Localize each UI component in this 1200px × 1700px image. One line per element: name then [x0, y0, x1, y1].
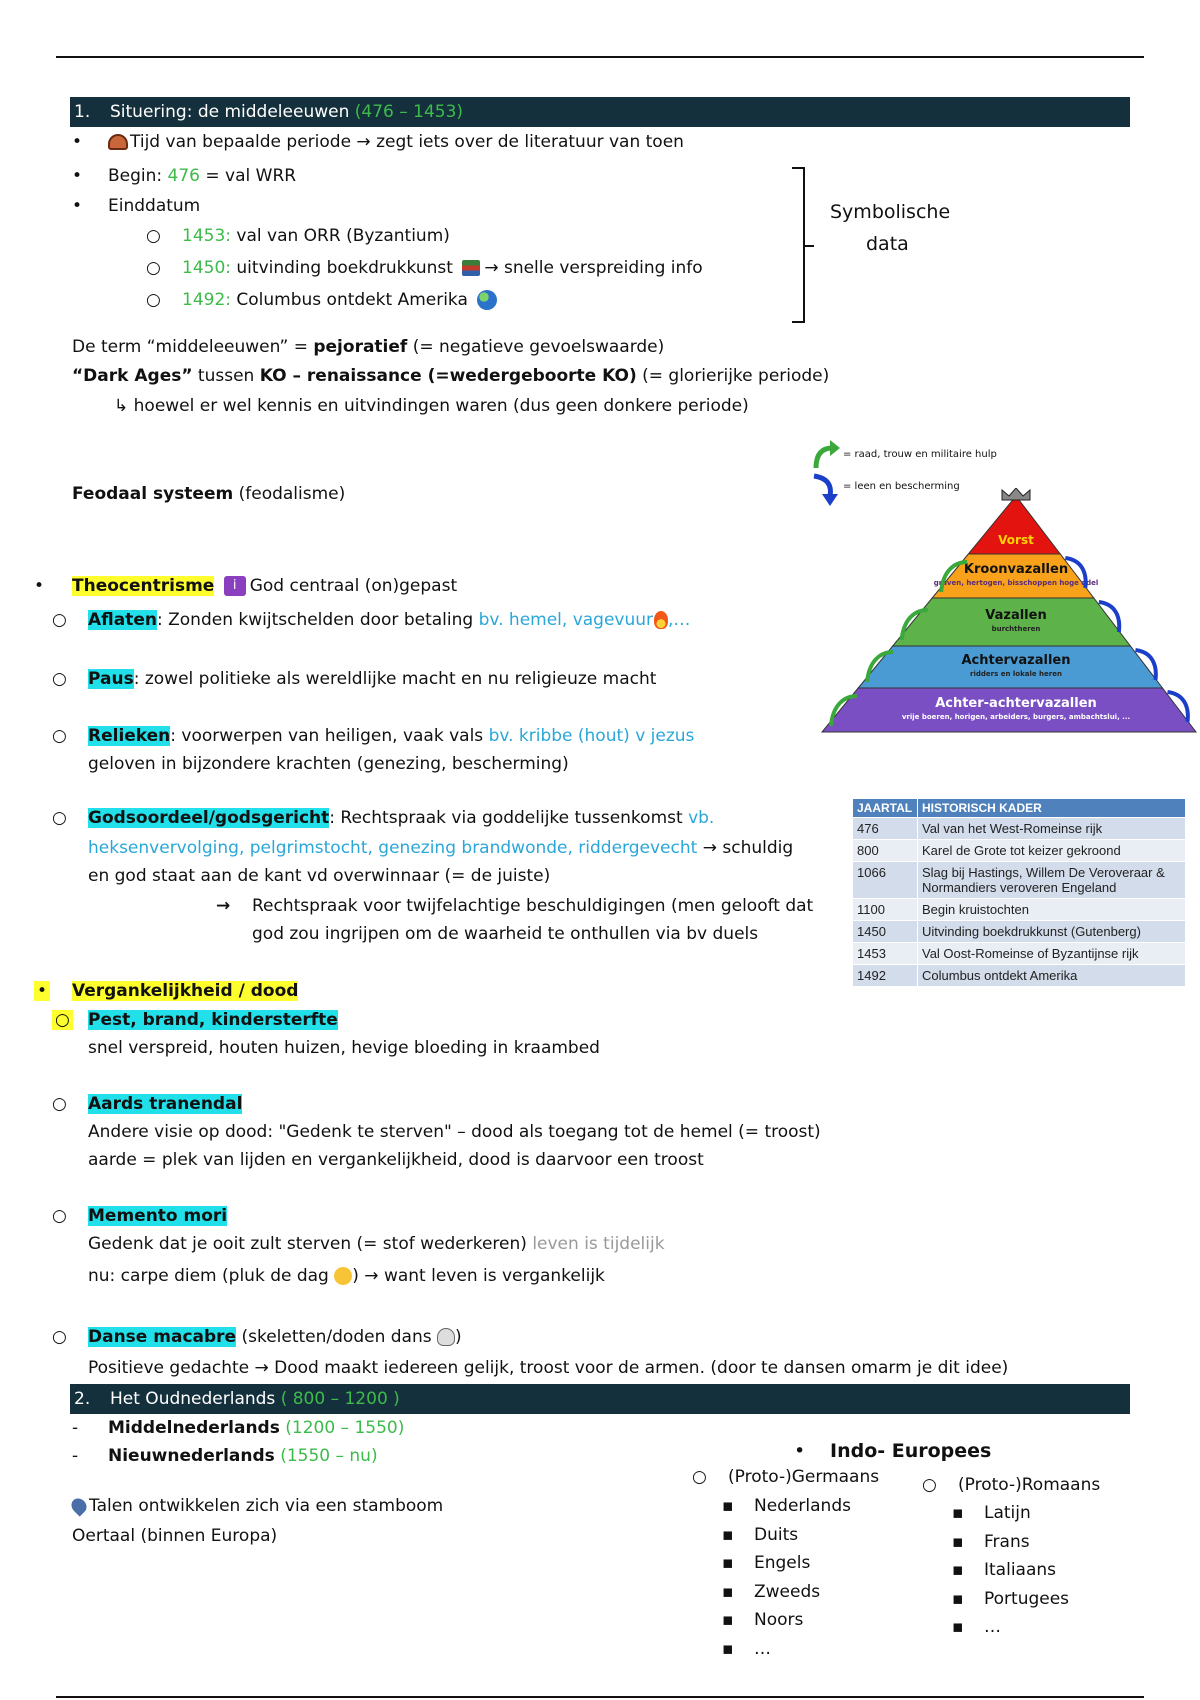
- jaartal-cell: 1453: [853, 943, 918, 965]
- memento-2: nu: carpe diem (pluk de dag ) → want leven is vergankelijk: [88, 1266, 605, 1286]
- bottom-rule: [56, 1696, 1144, 1698]
- table-row: [853, 899, 1186, 921]
- pyramid-sublabel: vrije boeren, horigen, arbeiders, burgers, ambachtslui, ...: [901, 713, 1131, 721]
- godsoordeel-3: en god staat aan de kant vd overwinnaar (= de juiste): [88, 866, 551, 886]
- section-number: 2.: [74, 1389, 91, 1409]
- section-number: 1.: [74, 102, 91, 122]
- pyramid-label: Vorst: [998, 533, 1034, 547]
- skull-icon: [437, 1328, 455, 1346]
- kader-cell: Columbus ontdekt Amerika: [918, 965, 1186, 987]
- oertaal: Oertaal (binnen Europa): [72, 1526, 278, 1546]
- aards-2: aarde = plek van lijden en vergankelijkheid, dood is daarvoor een troost: [88, 1150, 704, 1170]
- godsoordeel-2: heksenvervolging, pelgrimstocht, genezing brandwonde, riddergevecht → schuldig: [88, 838, 794, 858]
- col-jaartal: JAARTAL: [853, 799, 918, 818]
- section-title: Het Oudnederlands: [110, 1389, 276, 1409]
- green-arrow-icon: [810, 438, 840, 470]
- kader-cell: Karel de Grote tot keizer gekroond: [918, 840, 1186, 862]
- legend-up-text: = raad, trouw en militaire hulp: [843, 449, 997, 460]
- kader-cell: Slag bij Hastings, Willem De Veroveraar & Normandiers veroveren Engeland: [918, 862, 1186, 899]
- talen-stamboom: Talen ontwikkelen zich via een stamboom: [72, 1496, 443, 1516]
- col-kader: HISTORISCH KADER: [918, 799, 1186, 818]
- jaartal-cell: 800: [853, 840, 918, 862]
- crown-icon: [1002, 488, 1030, 500]
- section-1-header: [70, 97, 1130, 127]
- pin-icon: [68, 1495, 89, 1516]
- pyramid-sublabel: graven, hertogen, bisschoppen hoge adel: [933, 579, 1099, 587]
- pyramid-label: Kroonvazallen: [963, 562, 1069, 577]
- kader-cell: Val van het West-Romeinse rijk: [918, 818, 1186, 840]
- table-row: [853, 943, 1186, 965]
- jaartal-cell: 476: [853, 818, 918, 840]
- kader-cell: Uitvinding boekdrukkunst (Gutenberg): [918, 921, 1186, 943]
- top-rule: [56, 56, 1144, 58]
- clock-icon: [108, 134, 128, 150]
- pyramid-sublabel: ridders en lokale heren: [970, 670, 1062, 678]
- godsoordeel-5: god zou ingrijpen om de waarheid te onthullen via bv duels: [252, 924, 759, 944]
- pyramid-label: Achter-achtervazallen: [935, 696, 1097, 711]
- bracket: [790, 166, 820, 326]
- table-row: [853, 862, 1186, 899]
- jaartal-cell: 1492: [853, 965, 918, 987]
- feudal-pyramid: [820, 488, 1200, 736]
- legend-down-text: = leen en bescherming: [843, 481, 960, 492]
- books-icon: [462, 260, 480, 276]
- fire-icon: [654, 611, 668, 629]
- section-range: (476 – 1453): [354, 102, 464, 122]
- pest-text: snel verspreid, houten huizen, hevige bloeding in kraambed: [88, 1038, 600, 1058]
- jaartal-cell: 1066: [853, 862, 918, 899]
- symbolische-label: Symbolische: [830, 201, 951, 223]
- historisch-kader-table: [852, 798, 1186, 987]
- dark-ages: “Dark Ages” tussen KO – renaissance (=wedergeboorte KO) (= glorierijke periode): [72, 366, 830, 386]
- kader-cell: Begin kruistochten: [918, 899, 1186, 921]
- pyramid-label: Vazallen: [985, 608, 1047, 623]
- table-row: [853, 818, 1186, 840]
- table-row: [853, 921, 1186, 943]
- section-range: ( 800 – 1200 ): [280, 1389, 400, 1409]
- danse-2: Positieve gedachte → Dood maakt iedereen gelijk, troost voor de armen. (door te dansen omarm je dit idee): [88, 1358, 1009, 1378]
- kader-cell: Val Oost-Romeinse of Byzantijnse rijk: [918, 943, 1186, 965]
- relieken-2: geloven in bijzondere krachten (genezing, bescherming): [88, 754, 569, 774]
- section-title: Situering: de middeleeuwen: [110, 102, 350, 122]
- table-row: [853, 965, 1186, 987]
- globe-icon: [477, 290, 497, 310]
- memento-1: Gedenk dat je ooit zult sterven (= stof wederkeren) leven is tijdelijk: [88, 1234, 665, 1254]
- term-middeleeuwen: De term “middeleeuwen” = pejoratief (= negatieve gevoelswaarde): [72, 337, 665, 357]
- table-row: [853, 840, 1186, 862]
- data-label: data: [866, 233, 909, 255]
- jaartal-cell: 1100: [853, 899, 918, 921]
- dark-ages-sub: ↳ hoewel er wel kennis en uitvindingen waren (dus geen donkere periode): [114, 396, 749, 416]
- feodaal-systeem: Feodaal systeem (feodalisme): [72, 484, 346, 504]
- smiley-icon: [334, 1267, 352, 1285]
- pyramid-sublabel: burchtheren: [991, 625, 1041, 633]
- section-2-header: [70, 1384, 1130, 1414]
- info-icon: i: [224, 576, 246, 596]
- jaartal-cell: 1450: [853, 921, 918, 943]
- aards-1: Andere visie op dood: "Gedenk te sterven" – dood als toegang tot de hemel (= troost): [88, 1122, 821, 1142]
- pyramid-label: Achtervazallen: [961, 653, 1071, 668]
